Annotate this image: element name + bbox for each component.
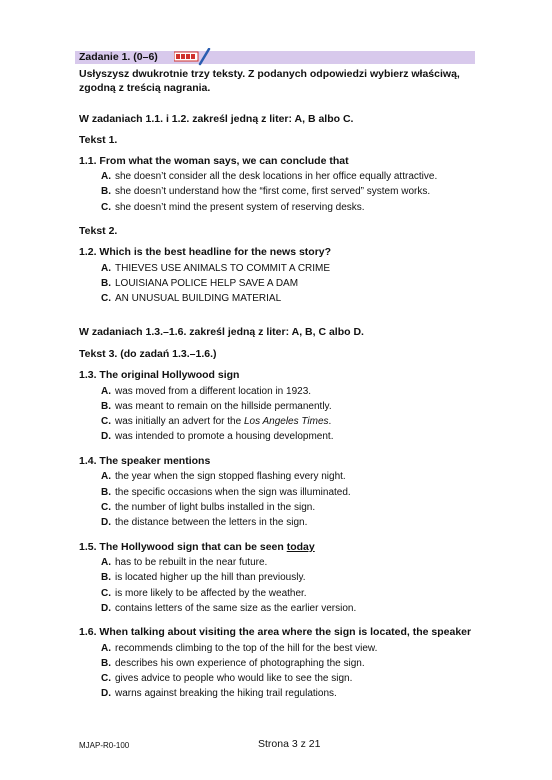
- option-1-4-b[interactable]: B. the specific occasions when the sign was illuminated.: [101, 487, 351, 498]
- option-1-1-c[interactable]: C. she doesn’t mind the present system of reserving desks.: [101, 202, 365, 213]
- instruction-1-3-1-6: W zadaniach 1.3.–1.6. zakreśl jedną z liter: A, B, C albo D.: [79, 326, 364, 338]
- option-1-3-a[interactable]: A. was moved from a different location in 1923.: [101, 386, 312, 397]
- option-1-4-a[interactable]: A. the year when the sign stopped flashing every night.: [101, 471, 346, 482]
- question-1-4: 1.4. The speaker mentions: [79, 455, 211, 467]
- question-1-5: 1.5. The Hollywood sign that can be seen today: [79, 541, 315, 553]
- option-1-3-d[interactable]: D. was intended to promote a housing development.: [101, 431, 334, 442]
- option-1-6-c[interactable]: C. gives advice to people who would like to see the sign.: [101, 673, 353, 684]
- task-intro: Usłyszysz dwukrotnie trzy teksty. Z podanych odpowiedzi wybierz właściwą, zgodną z treścią nagrania.: [79, 68, 460, 94]
- exam-code: MJAP-R0-100: [79, 741, 130, 750]
- option-1-2-a[interactable]: A. THIEVES USE ANIMALS TO COMMIT A CRIME: [101, 263, 331, 274]
- option-1-3-c[interactable]: C. was initially an advert for the Los Angeles Times.: [101, 416, 332, 427]
- task-title: Zadanie 1. (0–6): [79, 51, 158, 63]
- question-1-2: 1.2. Which is the best headline for the news story?: [79, 246, 332, 258]
- instruction-1-2: W zadaniach 1.1. i 1.2. zakreśl jedną z liter: A, B albo C.: [79, 113, 354, 125]
- option-1-1-a[interactable]: A. she doesn’t consider all the desk locations in her office equally attractive.: [101, 171, 438, 182]
- option-1-5-b[interactable]: B. is located higher up the hill than previously.: [101, 572, 306, 583]
- question-1-1: 1.1. From what the woman says, we can conclude that: [79, 155, 349, 167]
- option-1-5-c[interactable]: C. is more likely to be affected by the weather.: [101, 588, 307, 599]
- option-1-4-c[interactable]: C. the number of light bulbs installed in the sign.: [101, 502, 316, 513]
- option-1-3-b[interactable]: B. was meant to remain on the hillside permanently.: [101, 401, 332, 412]
- question-1-6: 1.6. When talking about visiting the area where the sign is located, the speaker: [79, 626, 472, 638]
- option-1-5-a[interactable]: A. has to be rebuilt in the near future.: [101, 557, 268, 568]
- text-2-label: Tekst 2.: [79, 225, 118, 237]
- option-1-5-d[interactable]: D. contains letters of the same size as the earlier version.: [101, 603, 357, 614]
- question-1-3: 1.3. The original Hollywood sign: [79, 369, 240, 381]
- option-1-4-d[interactable]: D. the distance between the letters in the sign.: [101, 517, 308, 528]
- option-1-6-a[interactable]: A. recommends climbing to the top of the hill for the best view.: [101, 643, 378, 654]
- option-1-6-d[interactable]: D. warns against breaking the hiking trail regulations.: [101, 688, 337, 699]
- page-number: Strona 3 z 21: [258, 738, 321, 750]
- option-1-2-b[interactable]: B. LOUISIANA POLICE HELP SAVE A DAM: [101, 278, 299, 289]
- text-3-label: Tekst 3. (do zadań 1.3.–1.6.): [79, 348, 217, 360]
- option-1-1-b[interactable]: B. she doesn’t understand how the “first come, first served” system works.: [101, 186, 431, 197]
- option-1-6-b[interactable]: B. describes his own experience of photographing the sign.: [101, 658, 365, 669]
- text-1-label: Tekst 1.: [79, 134, 118, 146]
- option-1-2-c[interactable]: C. AN UNUSUAL BUILDING MATERIAL: [101, 293, 282, 304]
